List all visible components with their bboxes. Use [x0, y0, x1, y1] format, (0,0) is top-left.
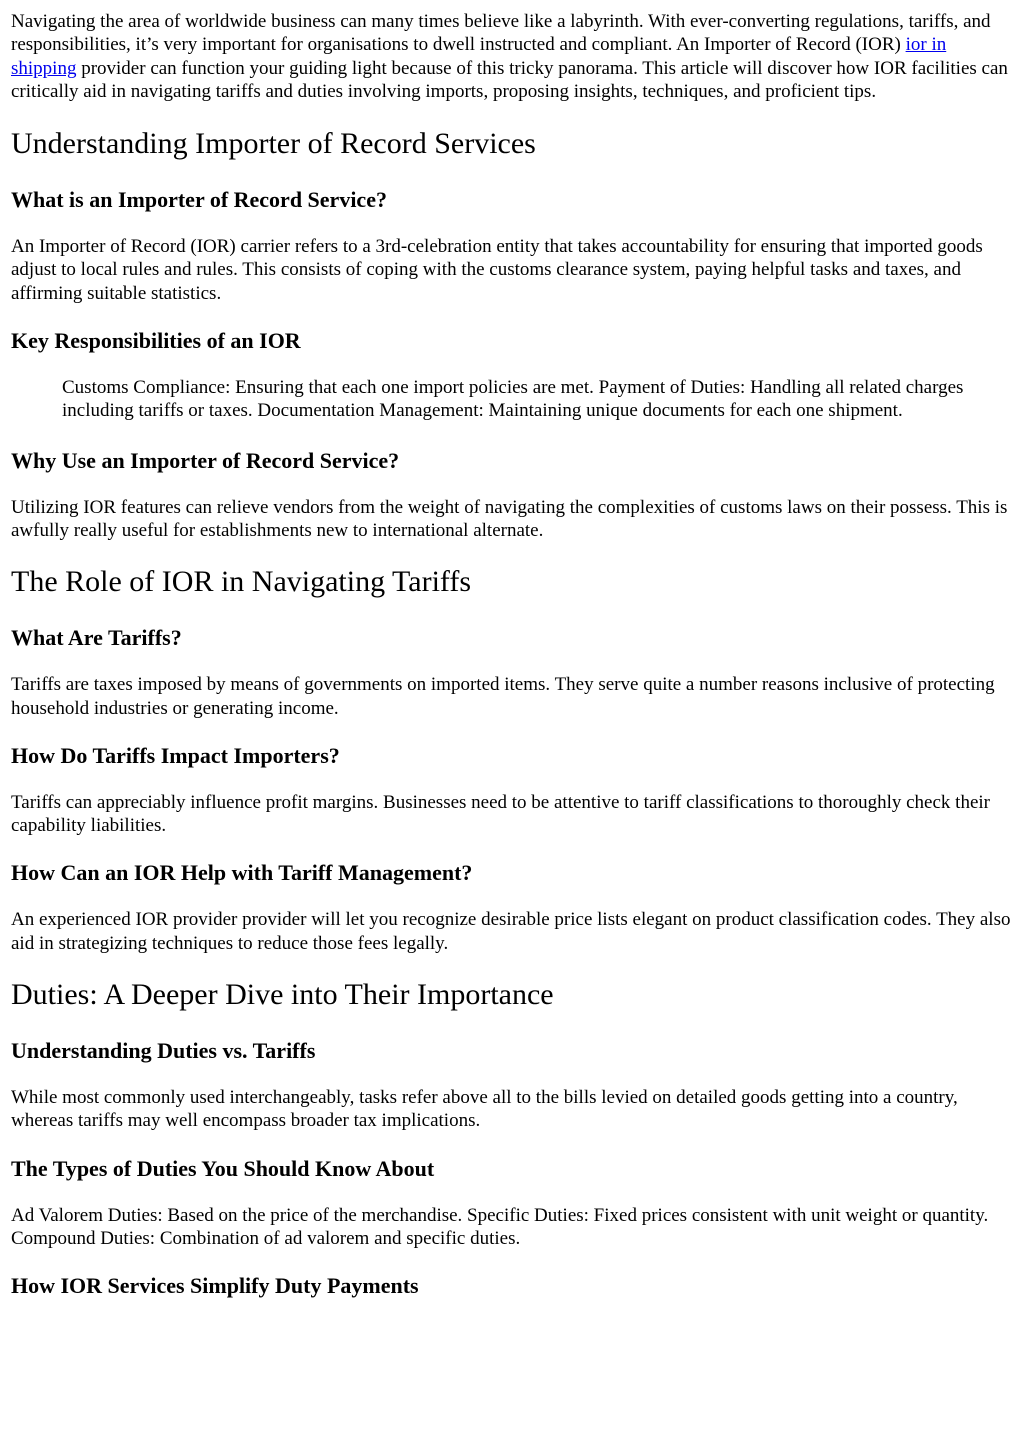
subheading-what-are-tariffs: What Are Tariffs?	[11, 625, 182, 651]
subheading-what-is-ior: What is an Importer of Record Service?	[11, 187, 387, 213]
paragraph-why-use-ior: Utilizing IOR features can relieve vendors from the weight of navigating the complexities of customs laws on their possess. This is awfully really useful for establishments new to international alternate.	[11, 496, 1008, 541]
subheading-key-responsibilities: Key Responsibilities of an IOR	[11, 328, 301, 354]
subheading-simplify-duty-payments: How IOR Services Simplify Duty Payments	[11, 1273, 419, 1299]
section-heading-understanding-ior: Understanding Importer of Record Services	[11, 127, 536, 161]
intro-text-before-link: Navigating the area of worldwide business can many times believe like a labyrinth. With ever-converting regulations, tariffs, and responsibilities, it’s very important for organisations to dwell instructed and compliant. An Importer of Record (IOR)	[11, 11, 991, 56]
intro-text-after-link: provider can function your guiding light because of this tricky panorama. This article will discover how IOR facilities can critically aid in navigating tariffs and duties involving imports, proposing insights, techniques, and proficient tips.	[11, 57, 1008, 102]
subheading-types-of-duties: The Types of Duties You Should Know About	[11, 1155, 435, 1181]
paragraph-what-is-ior: An Importer of Record (IOR) carrier refers to a 3rd-celebration entity that takes accountability for ensuring that imported goods adjust to local rules and rules. This consists of coping with the customs clearance system, paying helpful tasks and taxes, and affirming suitable statistics.	[11, 236, 983, 304]
subheading-ior-tariff-management: How Can an IOR Help with Tariff Management?	[11, 860, 473, 886]
subheading-tariffs-impact: How Do Tariffs Impact Importers?	[11, 742, 340, 768]
paragraph-what-are-tariffs: Tariffs are taxes imposed by means of governments on imported items. They serve quite a number reasons inclusive of protecting household industries or generating income.	[11, 674, 995, 719]
section-heading-role-of-ior: The Role of IOR in Navigating Tariffs	[11, 565, 472, 599]
paragraph-ior-tariff-management: An experienced IOR provider provider will let you recognize desirable price lists elegant on product classification codes. They also aid in strategizing techniques to reduce those fees legally.	[11, 909, 1011, 954]
responsibilities-blockquote: Customs Compliance: Ensuring that each one import policies are met. Payment of Duties: Handling all related charges including tariffs or taxes. Documentation Management: Maintaining unique documents for each one shipment.	[62, 377, 964, 422]
ior-in-shipping-link[interactable]: ior in shipping	[11, 34, 947, 79]
subheading-why-use-ior: Why Use an Importer of Record Service?	[11, 447, 400, 473]
section-heading-duties: Duties: A Deeper Dive into Their Importance	[11, 978, 554, 1012]
subheading-duties-vs-tariffs: Understanding Duties vs. Tariffs	[11, 1038, 316, 1064]
paragraph-duties-vs-tariffs: While most commonly used interchangeably, tasks refer above all to the bills levied on detailed goods getting into a country, whereas tariffs may well encompass broader tax implications.	[11, 1087, 958, 1132]
intro-paragraph	[11, 10, 1013, 103]
paragraph-tariffs-impact: Tariffs can appreciably influence profit margins. Businesses need to be attentive to tariff classifications to thoroughly check their capability liabilities.	[11, 791, 990, 837]
paragraph-types-of-duties: Ad Valorem Duties: Based on the price of the merchandise. Specific Duties: Fixed prices consistent with unit weight or quantity. Compound Duties: Combination of ad valorem and specific duties.	[11, 1204, 989, 1249]
